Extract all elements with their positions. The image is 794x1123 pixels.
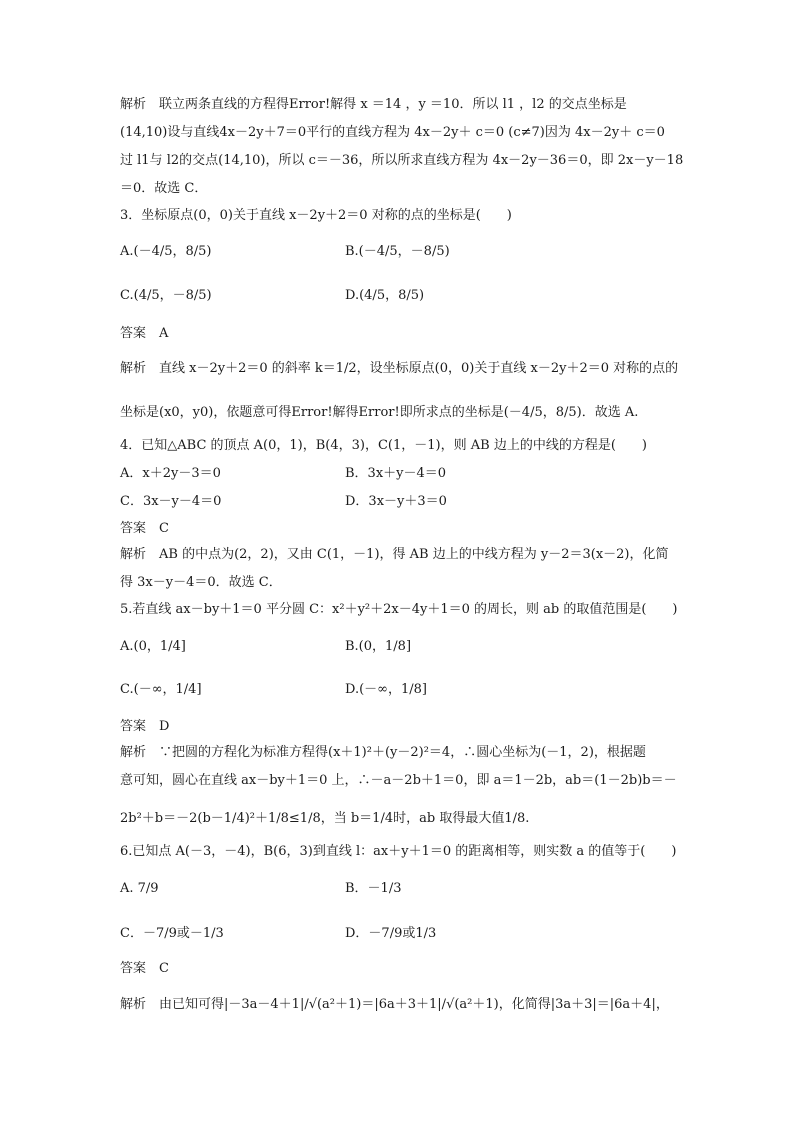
q6-option-b: B．－1/3	[345, 881, 402, 896]
q5-answer: 答案 D	[120, 719, 170, 734]
q4-solution-line-1: 解析 AB 的中点为(2，2)，又由 C(1，－1)，得 AB 边上的中线方程为 y－2＝3(x－2)，化简	[120, 547, 669, 562]
q4-option-b: B．3x＋y－4＝0	[345, 466, 447, 481]
q3-option-a: A.(－4/5，8/5)	[120, 244, 212, 259]
q5-solution-line-2: 意可知，圆心在直线 ax－by＋1＝0 上，∴－a－2b＋1＝0，即 a＝1－2b，ab＝(1－2b)b＝－	[120, 773, 677, 788]
solution-line-3: 过 l1与 l2的交点(14,10)，所以 c＝－36，所以所求直线方程为 4x－2y－36＝0，即 2x－y－18	[120, 153, 684, 168]
solution-line-2: (14,10)设与直线4x－2y＋7＝0平行的直线方程为 4x－2y＋ c＝0 (c≠7)因为 4x－2y＋ c＝0	[120, 125, 665, 140]
q5-solution-line-1: 解析 ∵把圆的方程化为标准方程得(x＋1)²＋(y－2)²＝4，∴圆心坐标为(－1，2)，根据题	[120, 745, 646, 760]
q6-option-d: D．－7/9或1/3	[345, 926, 437, 941]
q5-option-b: B.(0，1/8]	[345, 639, 412, 654]
q3-option-d: D.(4/5，8/5)	[345, 288, 425, 303]
q4-option-a: A．x＋2y－3＝0	[120, 466, 221, 481]
q3-option-b: B.(－4/5，－8/5)	[345, 244, 450, 259]
q3-solution-line-1: 解析 直线 x－2y＋2＝0 的斜率 k＝1/2，设坐标原点(0，0)关于直线 x－2y＋2＝0 对称的点的	[120, 361, 679, 376]
q6-option-c: C．－7/9或－1/3	[120, 926, 224, 941]
question-5: 5.若直线 ax－by＋1＝0 平分圆 C：x²＋y²＋2x－4y＋1＝0 的周长，则 ab 的取值范围是( )	[120, 602, 678, 617]
question-3: 3．坐标原点(0，0)关于直线 x－2y＋2＝0 对称的点的坐标是( )	[120, 208, 512, 223]
solution-line-1: 解析 联立两条直线的方程得Error!解得 x ＝14 ，y ＝10．所以 l1 ，l2 的交点坐标是	[120, 97, 627, 112]
q6-answer: 答案 C	[120, 961, 169, 976]
q3-option-c: C.(4/5，－8/5)	[120, 288, 212, 303]
solution-line-4: ＝0．故选 C．	[120, 181, 208, 196]
q4-answer: 答案 C	[120, 521, 169, 536]
question-6: 6.已知点 A(－3，－4)，B(6，3)到直线 l：ax＋y＋1＝0 的距离相等，则实数 a 的值等于( )	[120, 844, 677, 859]
q6-solution-line-1: 解析 由已知可得|－3a－4＋1|/√(a²＋1)＝|6a＋3＋1|/√(a²＋1)，化简得|3a＋3|＝|6a＋4|，	[120, 997, 669, 1012]
q4-solution-line-2: 得 3x－y－4＝0．故选 C．	[120, 575, 282, 590]
q4-option-d: D．3x－y＋3＝0	[345, 494, 447, 509]
q5-option-c: C.(－∞，1/4]	[120, 682, 202, 697]
question-4: 4．已知△ABC 的顶点 A(0，1)，B(4，3)，C(1，－1)，则 AB 边上的中线的方程是( )	[120, 438, 647, 453]
q3-solution-line-2: 坐标是(x0，y0)，依题意可得Error!解得Error!即所求点的坐标是(－4/5，8/5)．故选 A.	[120, 405, 639, 420]
q6-option-a: A. 7/9	[120, 881, 159, 896]
q3-answer: 答案 A	[120, 326, 169, 341]
q5-solution-line-3: 2b²＋b＝－2(b－1/4)²＋1/8≤1/8，当 b＝1/4时，ab 取得最大值1/8.	[120, 811, 530, 826]
q5-option-a: A.(0，1/4]	[120, 639, 186, 654]
q5-option-d: D.(－∞，1/8]	[345, 682, 427, 697]
q4-option-c: C．3x－y－4＝0	[120, 494, 222, 509]
